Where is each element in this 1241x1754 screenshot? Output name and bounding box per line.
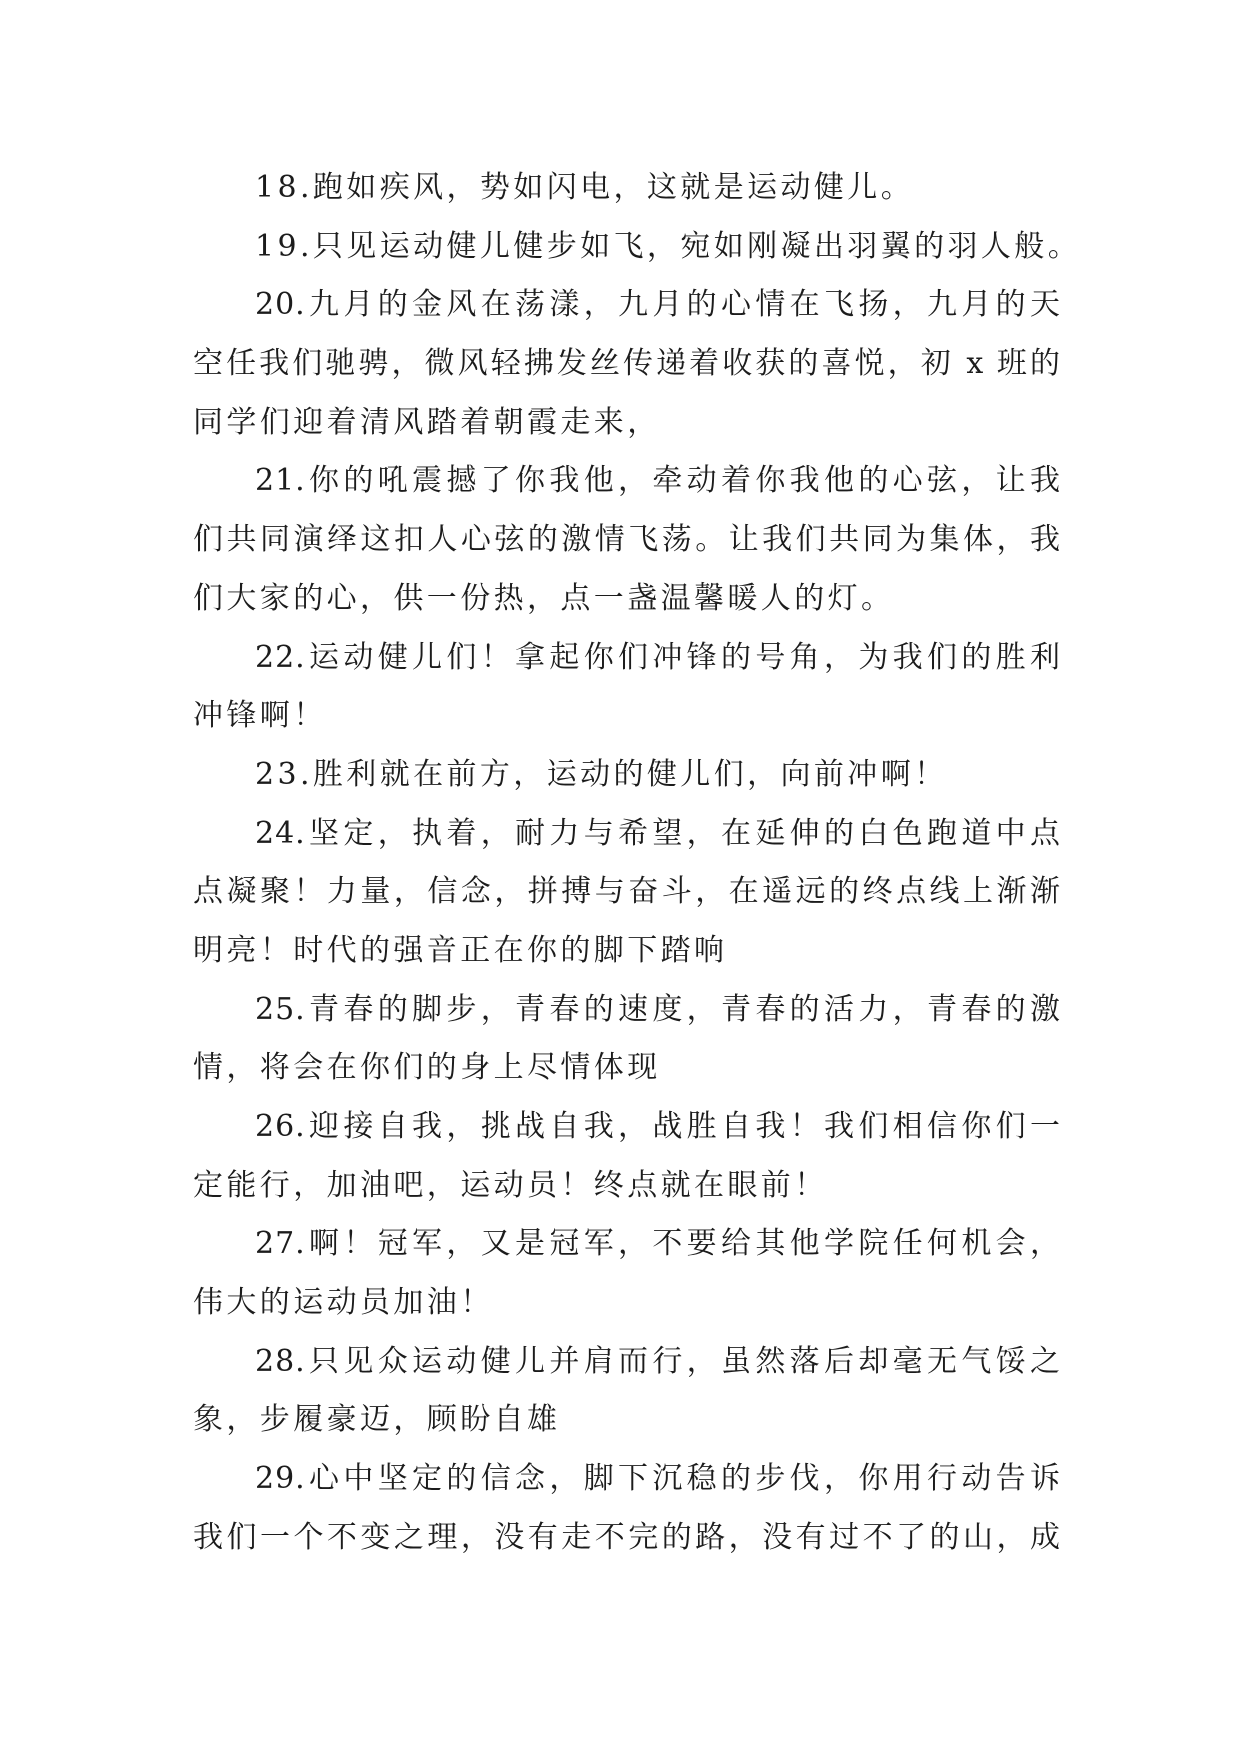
paragraph-26 — [193, 1098, 1061, 1215]
paragraph-22-line-1: 22.运动健儿们！拿起你们冲锋的号角，为我们的胜利 — [255, 639, 1061, 675]
paragraph-28-line-1: 28.只见众运动健儿并肩而行，虽然落后却毫无气馁之 — [255, 1343, 1061, 1379]
paragraph-28 — [193, 1333, 1061, 1450]
paragraph-22-line-2: 冲锋啊！ — [193, 698, 327, 734]
paragraph-21-line-1: 21.你的吼震撼了你我他，牵动着你我他的心弦，让我 — [255, 463, 1061, 499]
document-body — [193, 159, 1082, 1568]
paragraph-21-line-2: 们共同演绎这扣人心弦的激情飞荡。让我们共同为集体，我 — [193, 522, 1061, 558]
paragraph-21-line-3: 们大家的心，供一份热，点一盏温馨暖人的灯。 — [193, 580, 895, 616]
paragraph-18-line-1: 18.跑如疾风，势如闪电，这就是运动健儿。 — [255, 170, 915, 205]
paragraph-24-line-2: 点凝聚！力量，信念，拼搏与奋斗，在遥远的终点线上渐渐 — [193, 874, 1061, 910]
paragraph-29-line-2: 我们一个不变之理，没有走不完的路，没有过不了的山，成 — [193, 1519, 1061, 1555]
paragraph-27-line-1: 27.啊！冠军，又是冠军，不要给其他学院任何机会， — [255, 1226, 1061, 1262]
paragraph-25-line-2: 情，将会在你们的身上尽情体现 — [193, 1050, 661, 1086]
paragraph-18 — [193, 159, 1061, 218]
paragraph-28-line-2: 象，步履豪迈，顾盼自雄 — [193, 1402, 561, 1438]
paragraph-24-line-1: 24.坚定，执着，耐力与希望，在延伸的白色跑道中点 — [255, 815, 1061, 851]
paragraph-19 — [193, 218, 1082, 277]
paragraph-23 — [193, 746, 1061, 805]
paragraph-25-line-1: 25.青春的脚步，青春的速度，青春的活力，青春的激 — [255, 991, 1061, 1027]
paragraph-20 — [193, 276, 1061, 452]
paragraph-27-line-2: 伟大的运动员加油！ — [193, 1285, 494, 1321]
paragraph-20-line-3: 同学们迎着清风踏着朝霞走来， — [193, 404, 661, 440]
paragraph-29 — [193, 1450, 1061, 1567]
paragraph-19-line-1: 19.只见运动健儿健步如飞，宛如刚凝出羽翼的羽人般。 — [255, 228, 1082, 264]
paragraph-29-line-1: 29.心中坚定的信念，脚下沉稳的步伐，你用行动告诉 — [255, 1461, 1061, 1497]
paragraph-21 — [193, 452, 1061, 628]
paragraph-27 — [193, 1215, 1061, 1332]
paragraph-25 — [193, 981, 1061, 1098]
paragraph-22 — [193, 629, 1061, 746]
paragraph-26-line-1: 26.迎接自我，挑战自我，战胜自我！我们相信你们一 — [255, 1109, 1061, 1144]
paragraph-20-line-1: 20.九月的金风在荡漾，九月的心情在飞扬，九月的天 — [255, 287, 1061, 323]
paragraph-24-line-3: 明亮！时代的强音正在你的脚下踏响 — [193, 932, 728, 968]
paragraph-24 — [193, 805, 1061, 981]
paragraph-20-line-2: 空任我们驰骋，微风轻拂发丝传递着收获的喜悦，初 x 班的 — [193, 346, 1061, 382]
paragraph-23-line-1: 23.胜利就在前方，运动的健儿们，向前冲啊！ — [255, 756, 948, 792]
paragraph-26-line-2: 定能行，加油吧，运动员！终点就在眼前！ — [193, 1167, 828, 1203]
